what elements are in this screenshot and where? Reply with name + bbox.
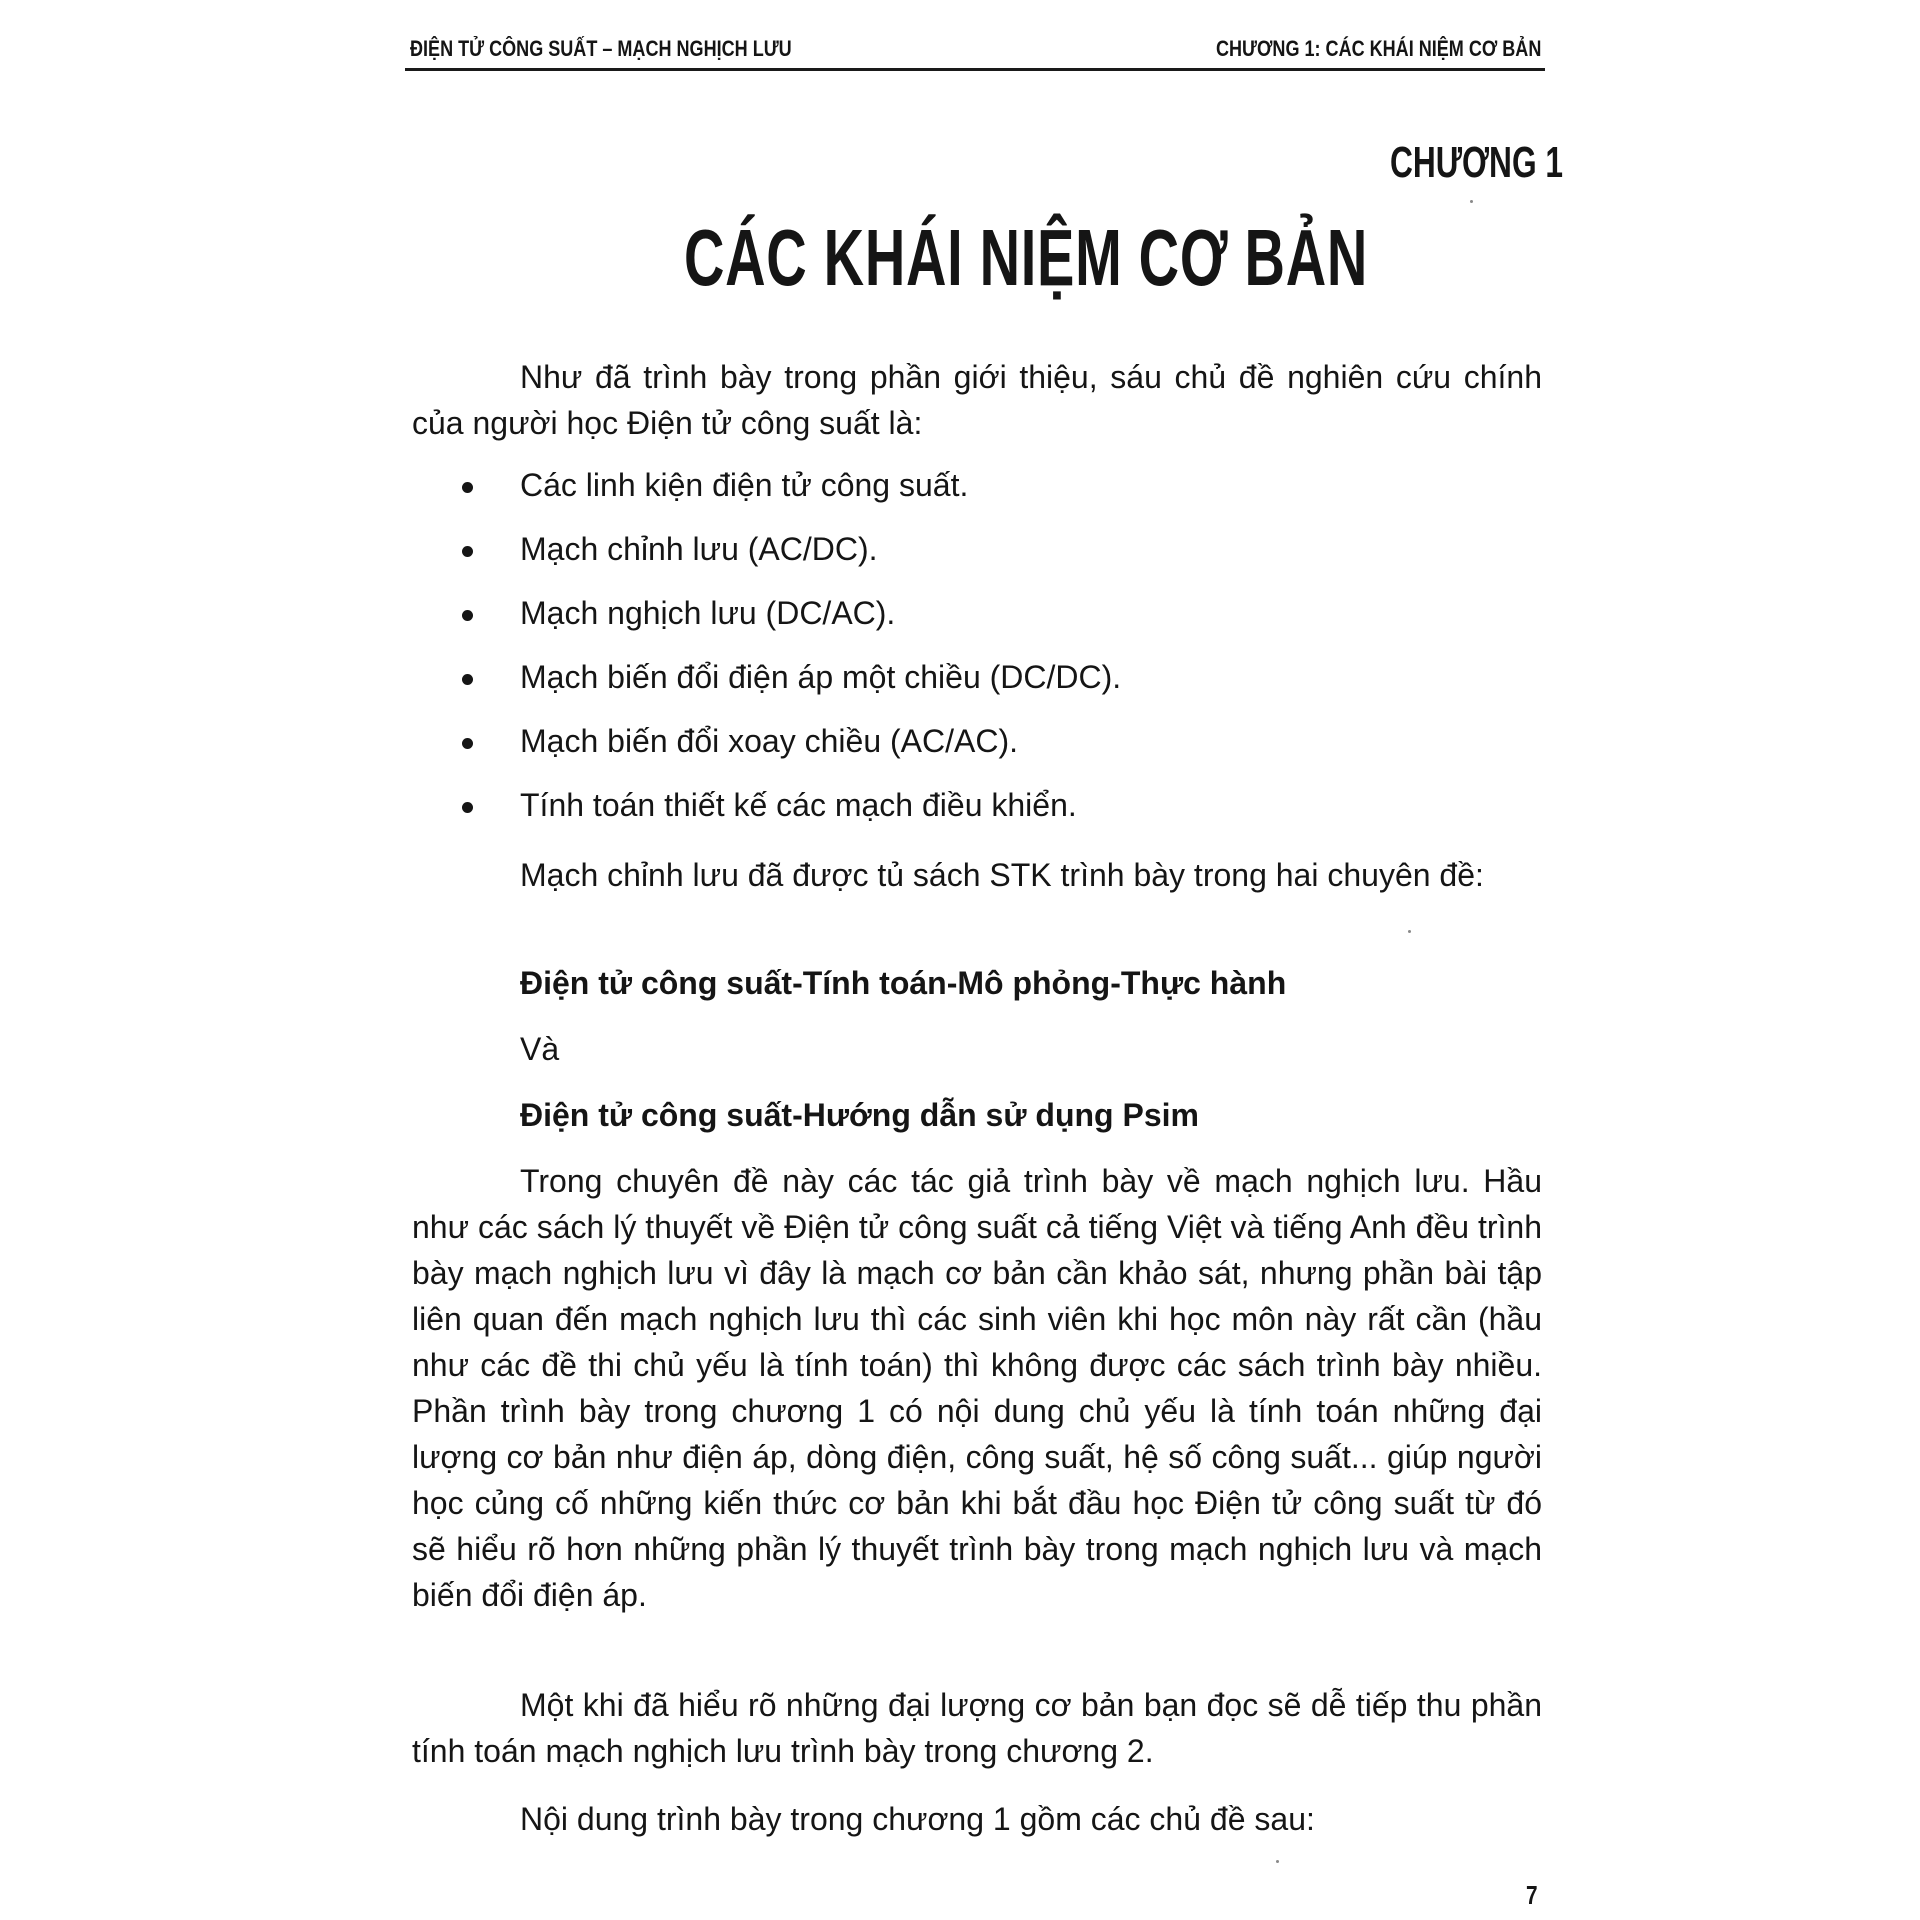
list-item-text: Mạch biến đổi điện áp một chiều (DC/DC). [520,659,1122,695]
intro-paragraph: Như đã trình bày trong phần giới thiệu, sáu chủ đề nghiên cứu chính của người học Điện tử công suất là: [412,359,1542,441]
list-item [412,782,1542,846]
running-header-right: CHƯƠNG 1: CÁC KHÁI NIỆM CƠ BẢN [1216,36,1542,61]
bullet-icon [462,802,473,813]
rectifier-paragraph: Mạch chỉnh lưu đã được tủ sách STK trình bày trong hai chuyên đề: [520,857,1484,893]
list-item [412,462,1542,526]
list-item [412,718,1542,782]
book-title-2: Điện tử công suất-Hướng dẫn sử dụng Psim [520,1097,1199,1133]
next-paragraph: Một khi đã hiểu rõ những đại lượng cơ bản bạn đọc sẽ dễ tiếp thu phần tính toán mạch nghịch lưu trình bày trong chương 2. [412,1687,1542,1769]
page-number: 7 [1526,1880,1538,1910]
list-item-text: Các linh kiện điện tử công suất. [520,467,969,503]
bullet-icon [462,610,473,621]
list-item-text: Mạch nghịch lưu (DC/AC). [520,595,896,631]
scan-speck [1408,930,1411,933]
running-header-left: ĐIỆN TỬ CÔNG SUẤT – MẠCH NGHỊCH LƯU [410,36,792,61]
scan-speck [1470,200,1473,203]
main-paragraph: Trong chuyên đề này các tác giả trình bày về mạch nghịch lưu. Hầu như các sách lý thuyết về Điện tử công suất cả tiếng Việt và tiếng Anh đều trình bày mạch nghịch lưu vì đây là mạch cơ bản cần khảo sát, nhưng phần bài tập liên quan đến mạch nghịch lưu thì các sinh viên khi học môn này rất cần (hầu như các đề thi chủ yếu là tính toán) thì không được các sách trình bày nhiều. Phần trình bày trong chương 1 có nội dung chủ yếu là tính toán những đại lượng cơ bản như điện áp, dòng điện, công suất, hệ số công suất... giúp người học củng cố những kiến thức cơ bản khi bắt đầu học Điện tử công suất từ đó sẽ hiểu rõ hơn những phần lý thuyết trình bày trong mạch nghịch lưu và mạch biến đổi điện áp. [412,1163,1542,1613]
book-title-1: Điện tử công suất-Tính toán-Mô phỏng-Thực hành [520,965,1287,1001]
list-item [412,590,1542,654]
bullet-icon [462,546,473,557]
topic-list [412,462,1542,846]
list-item-text: Mạch chỉnh lưu (AC/DC). [520,531,878,567]
content-paragraph: Nội dung trình bày trong chương 1 gồm các chủ đề sau: [520,1801,1315,1837]
header-divider [405,68,1545,71]
list-item [412,526,1542,590]
list-item-text: Tính toán thiết kế các mạch điều khiển. [520,787,1077,823]
chapter-label: CHƯƠNG 1 [1390,138,1564,187]
bullet-icon [462,738,473,749]
bullet-icon [462,482,473,493]
conjunction-text: Và [520,1031,560,1067]
chapter-title: CÁC KHÁI NIỆM CƠ BẢN [684,213,1368,302]
scan-speck [1276,1860,1279,1863]
list-item [412,654,1542,718]
list-item-text: Mạch biến đổi xoay chiều (AC/AC). [520,723,1018,759]
bullet-icon [462,674,473,685]
